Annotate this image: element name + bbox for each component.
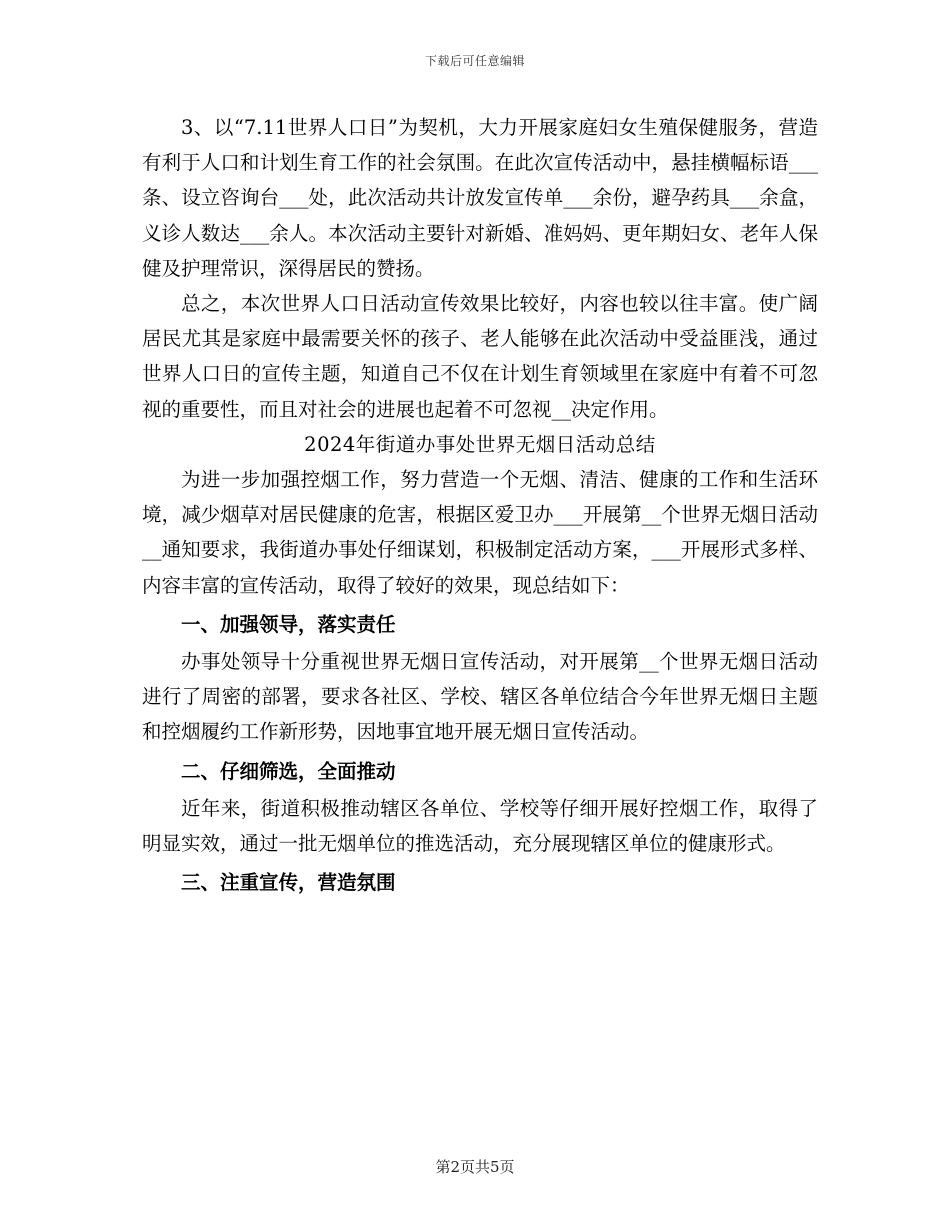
section-heading-publicity: 三、注重宣传，营造氛围 [181,871,396,895]
paragraph-population-day-activities: 3、以“7.11世界人口日”为契机，大力开展家庭妇女生殖保健服务，营造有利于人口和计划生育工作的社会氛围。在此次宣传活动中，悬挂横幅标语___条、设立咨询台___处，此次活动共计放发宣传单___余份，避孕药具___余盒，义诊人数达___余人。本次活动主要针对新婚、准妈妈、更年期妇女、老年人保健及护理常识，深得居民的赞扬。 [142,116,818,280]
page-number: 第2页共5页 [435,1158,515,1176]
paragraph-selection: 近年来，街道积极推动辖区各单位、学校等仔细开展好控烟工作，取得了明显实效，通过一批无烟单位的推选活动，充分展现辖区单位的健康形式。 [142,796,818,856]
document-body [142,110,818,902]
paragraph-no-smoking-intro: 为进一步加强控烟工作，努力营造一个无烟、清洁、健康的工作和生活环境，减少烟草对居民健康的危害，根据区爱卫办___开展第__个世界无烟日活动__通知要求，我街道办事处仔细谋划，积极制定活动方案，___开展形式多样、内容丰富的宣传活动，取得了较好的效果，现总结如下： [142,468,818,597]
page-header-note: 下载后可任意编辑 [424,54,525,68]
document-title: 2024年街道办事处世界无烟日活动总结 [304,432,656,456]
paragraph-leadership: 办事处领导十分重视世界无烟日宣传活动，对开展第__个世界无烟日活动进行了周密的部署，要求各社区、学校、辖区各单位结合今年世界无烟日主题和控烟履约工作新形势，因地事宜地开展无烟日宣传活动。 [142,650,818,744]
paragraph-population-day-conclusion: 总之，本次世界人口日活动宣传效果比较好，内容也较以往丰富。使广阔居民尤其是家庭中最需要关怀的孩子、老人能够在此次活动中受益匪浅，通过世界人口日的宣传主题，知道自己不仅在计划生育领域里在家庭中有着不可忽视的重要性，而且对社会的进展也起着不可忽视__决定作用。 [142,292,818,421]
section-heading-selection: 二、仔细筛选，全面推动 [181,759,396,783]
section-heading-leadership: 一、加强领导，落实责任 [181,612,396,636]
